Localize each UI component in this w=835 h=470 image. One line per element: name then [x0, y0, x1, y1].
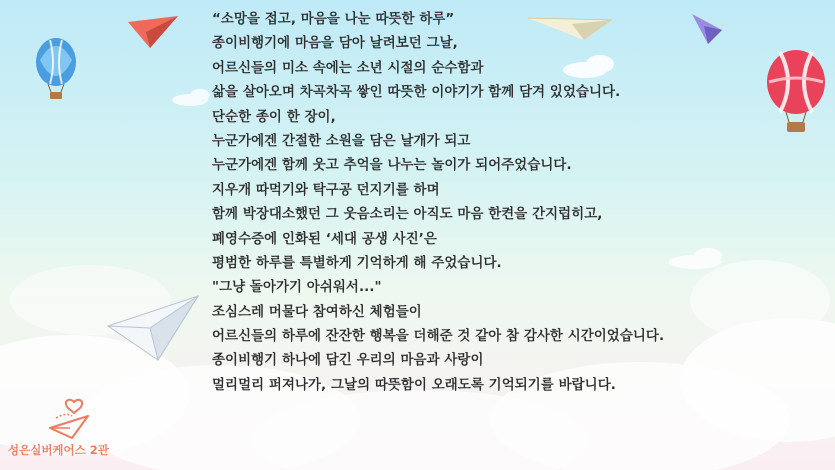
message-line: 함께 박장대소했던 그 웃음소리는 아직도 마음 한켠을 간지럽히고, — [212, 207, 603, 223]
hot-air-balloon-icon — [36, 38, 76, 99]
message-line: 누군가에겐 함께 웃고 추억을 나누는 놀이가 되어주었습니다. — [212, 158, 572, 174]
message-line: 삶을 살아오며 차곡차곡 쌓인 따뜻한 이야기가 함께 담겨 있었습니다. — [212, 85, 621, 101]
message-line: 멀리멀리 퍼져나가, 그날의 따뜻함이 오래도록 기억되기를 바랍니다. — [212, 377, 616, 393]
message-line: 단순한 종이 한 장이, — [212, 109, 336, 125]
brand-logo — [8, 398, 128, 466]
message-line: 어르신들의 하루에 잔잔한 행복을 더해준 것 같아 참 감사한 시간이었습니다. — [212, 329, 665, 345]
message-line: 조심스레 머물다 참여하신 체험들이 — [212, 304, 422, 320]
message-line: 어르신들의 미소 속에는 소년 시절의 순수함과 — [212, 60, 484, 76]
hot-air-balloon-icon — [767, 50, 825, 132]
message-line: 누군가에겐 간절한 소원을 담은 날개가 되고 — [212, 133, 471, 149]
message-line: 평범한 하루를 특별하게 기억하게 해 주었습니다. — [212, 255, 502, 271]
message-title: “소망을 접고, 마음을 나눈 따뜻한 하루” — [212, 12, 455, 27]
message-line: 종이비행기에 마음을 담아 날려보던 그날, — [212, 36, 458, 52]
message-line: "그냥 돌아가기 아쉬워서..." — [212, 280, 382, 296]
paper-plane-icon — [128, 16, 178, 48]
message-line: 지우개 따먹기와 탁구공 던지기를 하며 — [212, 182, 440, 198]
message-line: 종이비행기 하나에 담긴 우리의 마음과 사랑이 — [212, 353, 484, 369]
message-text — [212, 8, 772, 398]
cloud — [172, 89, 210, 106]
message-line: 폐영수증에 인화된 ‘세대 공생 사진’은 — [212, 231, 437, 247]
paper-plane-heart-icon — [42, 398, 102, 442]
brand-name: 성은실버케어스 2관 — [8, 443, 109, 457]
